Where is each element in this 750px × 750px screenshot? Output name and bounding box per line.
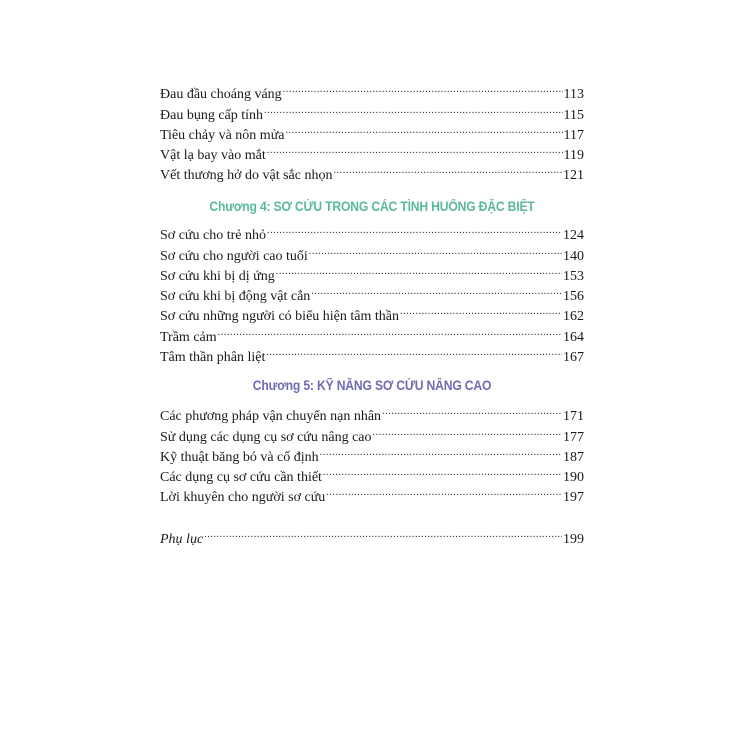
toc-section-appendix [160,523,584,548]
dot-leader [373,420,562,440]
toc-entry-title: Các phương pháp vận chuyển nạn nhân [160,409,382,425]
toc-entry-page: 119 [563,148,584,164]
toc-entry [160,219,584,244]
toc-entry-page: 162 [563,309,584,325]
dot-leader [267,219,562,239]
toc-entry-title: Trầm cảm [160,329,217,345]
toc-entry-title: Đau đầu choáng váng [160,87,282,103]
dot-leader [218,320,562,340]
toc-entry-page: 167 [563,350,584,366]
toc-entry-page: 121 [563,168,584,184]
toc-entry-title: Vật lạ bay vào mắt [160,148,266,164]
toc-entry [160,320,584,345]
toc-entry-page: 190 [563,470,584,486]
toc-entry-page: 117 [563,127,584,143]
dot-leader [382,400,562,420]
toc-entry-page: 113 [563,87,584,103]
dot-leader [276,260,562,280]
chapter-5-heading: Chương 5: KỸ NĂNG SƠ CỨU NÂNG CAO [252,378,492,393]
toc-section-1 [160,78,584,184]
dot-leader [309,239,562,259]
toc-entry-page: 164 [563,329,584,345]
toc-entry-title: Vết thương hở do vật sắc nhọn [160,168,333,184]
toc-entry-title: Sơ cứu những người có biểu hiện tâm thần [160,309,399,325]
toc-entry-page: 140 [563,248,584,264]
dot-leader [320,441,562,461]
toc-entry-title: Tiêu chảy và nôn mửa [160,127,285,143]
toc-entry-appendix [160,523,584,548]
toc-entry-title: Tâm thần phân liệt [160,350,266,366]
toc-section-chapter-4 [160,219,584,366]
toc-entry [160,341,584,366]
toc-entry-title: Các dụng cụ sơ cứu cần thiết [160,470,322,486]
toc-entry-page: 153 [563,268,584,284]
toc-entry-page: 177 [563,429,584,445]
toc-entry-page: 156 [563,289,584,305]
toc-entry-title: Đau bụng cấp tính [160,107,264,123]
dot-leader [283,78,563,98]
appendix-title: Phụ lục [160,532,204,548]
toc-entry-title: Kỹ thuật băng bó và cố định [160,449,319,465]
dot-leader [400,300,562,320]
dot-leader [204,523,562,543]
dot-leader [311,280,562,300]
toc-entry [160,78,584,103]
toc-section-chapter-5 [160,400,584,506]
chapter-4-heading: Chương 4: SƠ CỨU TRONG CÁC TÌNH HUỐNG ĐẶC BIỆT [209,199,535,214]
toc-entry-page: 197 [563,490,584,506]
toc-entry-title: Sơ cứu cho người cao tuổi [160,248,308,264]
toc-entry-page: 187 [563,449,584,465]
toc-entry-page: 171 [563,409,584,425]
dot-leader [264,98,562,118]
toc-entry-page: 124 [563,228,584,244]
dot-leader [286,119,563,139]
toc-entry [160,400,584,425]
dot-leader [323,461,562,481]
dot-leader [333,159,562,179]
toc-entry-title: Sơ cứu khi bị dị ứng [160,268,275,284]
appendix-page: 199 [563,532,584,548]
toc-entry-title: Sử dụng các dụng cụ sơ cứu nâng cao [160,429,372,445]
dot-leader [267,139,563,159]
toc-entry-title: Sơ cứu khi bị động vật cắn [160,289,311,305]
toc-entry-title: Sơ cứu cho trẻ nhỏ [160,228,266,244]
dot-leader [326,481,562,501]
toc-entry-title: Lời khuyên cho người sơ cứu [160,490,326,506]
dot-leader [266,341,562,361]
toc-entry-page: 115 [563,107,584,123]
